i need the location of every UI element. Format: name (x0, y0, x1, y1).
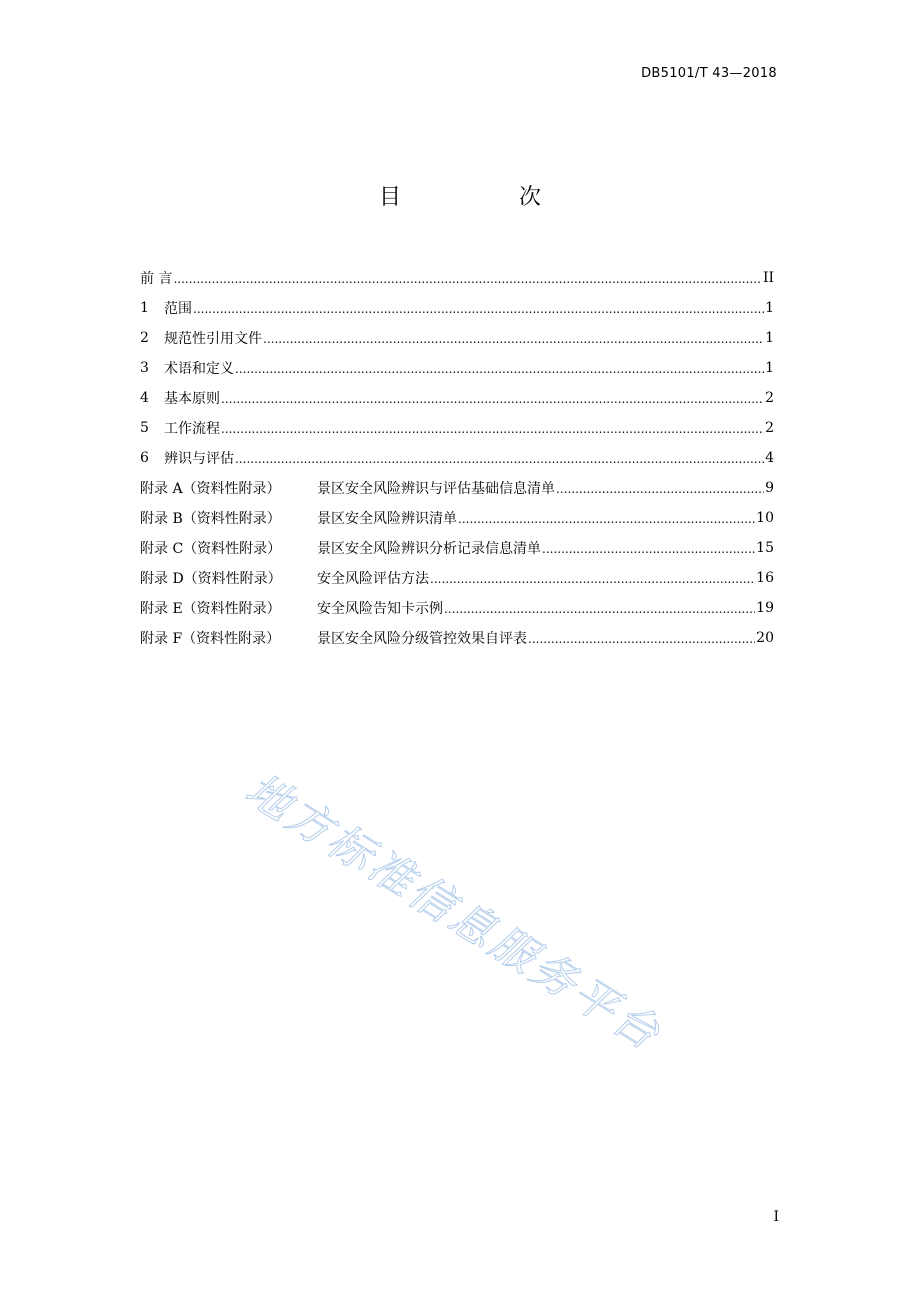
toc-entry-appendix-d[interactable] (140, 563, 774, 593)
dot-leader (444, 602, 755, 623)
toc-entry-page: 1 (765, 330, 774, 346)
dot-leader (458, 512, 755, 533)
toc-entry-label: 范围 (164, 301, 192, 317)
toc-entry-page: 4 (765, 450, 774, 466)
table-of-contents (140, 263, 774, 653)
toc-entry-page: 16 (756, 570, 774, 586)
toc-entry-appendix-a[interactable] (140, 473, 774, 503)
toc-entry-page: 10 (756, 510, 774, 526)
toc-entry-appendix-f[interactable] (140, 623, 774, 653)
dot-leader (556, 482, 764, 503)
toc-entry-normative-references[interactable] (140, 323, 774, 353)
page-number: I (773, 1209, 779, 1225)
dot-leader (235, 452, 764, 473)
dot-leader (542, 542, 755, 563)
toc-entry-number: 5 (140, 420, 149, 436)
toc-entry-label: 景区安全风险辨识分析记录信息清单 (317, 541, 541, 557)
toc-entry-page: 20 (756, 630, 774, 646)
toc-entry-page: 2 (765, 390, 774, 406)
toc-entry-appendix-id: 附录 F（资料性附录） (140, 631, 281, 647)
toc-entry-page: 19 (756, 600, 774, 616)
dot-leader (263, 332, 764, 353)
dot-leader (528, 632, 755, 653)
toc-entry-appendix-e[interactable] (140, 593, 774, 623)
toc-entry-number: 2 (140, 330, 149, 346)
toc-entry-appendix-id: 附录 A（资料性附录） (140, 481, 281, 497)
dot-leader (193, 302, 764, 323)
toc-entry-number: 1 (140, 300, 149, 316)
toc-entry-number: 6 (140, 450, 149, 466)
toc-entry-appendix-id: 附录 B（资料性附录） (140, 511, 281, 527)
toc-entry-page: 15 (756, 540, 774, 556)
toc-entry-label: 景区安全风险辨识与评估基础信息清单 (317, 481, 555, 497)
toc-entry-appendix-id: 附录 E（资料性附录） (140, 601, 281, 617)
toc-entry-label: 术语和定义 (164, 361, 234, 377)
toc-entry-terms-definitions[interactable] (140, 353, 774, 383)
toc-entry-label: 景区安全风险分级管控效果自评表 (317, 631, 527, 647)
dot-leader (221, 422, 764, 443)
page-title: 目 次 (378, 185, 589, 210)
toc-entry-page: 1 (765, 300, 774, 316)
toc-entry-label: 安全风险告知卡示例 (317, 601, 443, 617)
toc-entry-number: 3 (140, 360, 149, 376)
toc-entry-number: 4 (140, 390, 149, 406)
toc-entry-appendix-b[interactable] (140, 503, 774, 533)
toc-entry-label: 规范性引用文件 (164, 331, 262, 347)
toc-entry-page: 9 (765, 480, 774, 496)
toc-entry-foreword[interactable] (140, 263, 774, 293)
dot-leader (430, 572, 755, 593)
toc-entry-page: 1 (765, 360, 774, 376)
toc-entry-page: 2 (765, 420, 774, 436)
toc-entry-workflow[interactable] (140, 413, 774, 443)
watermark: 地方标准信息服务平台 (236, 763, 671, 1062)
toc-entry-appendix-id: 附录 D（资料性附录） (140, 571, 282, 587)
toc-entry-label: 安全风险评估方法 (317, 571, 429, 587)
toc-entry-label: 基本原则 (164, 391, 220, 407)
toc-entry-basic-principles[interactable] (140, 383, 774, 413)
toc-entry-scope[interactable] (140, 293, 774, 323)
toc-entry-label: 工作流程 (164, 421, 220, 437)
dot-leader (235, 362, 764, 383)
toc-entry-appendix-id: 附录 C（资料性附录） (140, 541, 282, 557)
toc-entry-label: 景区安全风险辨识清单 (317, 511, 457, 527)
dot-leader (221, 392, 764, 413)
toc-entry-label: 辨识与评估 (164, 451, 234, 467)
toc-entry-appendix-c[interactable] (140, 533, 774, 563)
document-code: DB5101/T 43—2018 (641, 66, 777, 81)
toc-entry-identification-assessment[interactable] (140, 443, 774, 473)
toc-entry-label: 前 言 (140, 271, 173, 287)
toc-entry-page: II (762, 270, 774, 286)
dot-leader (173, 272, 761, 293)
